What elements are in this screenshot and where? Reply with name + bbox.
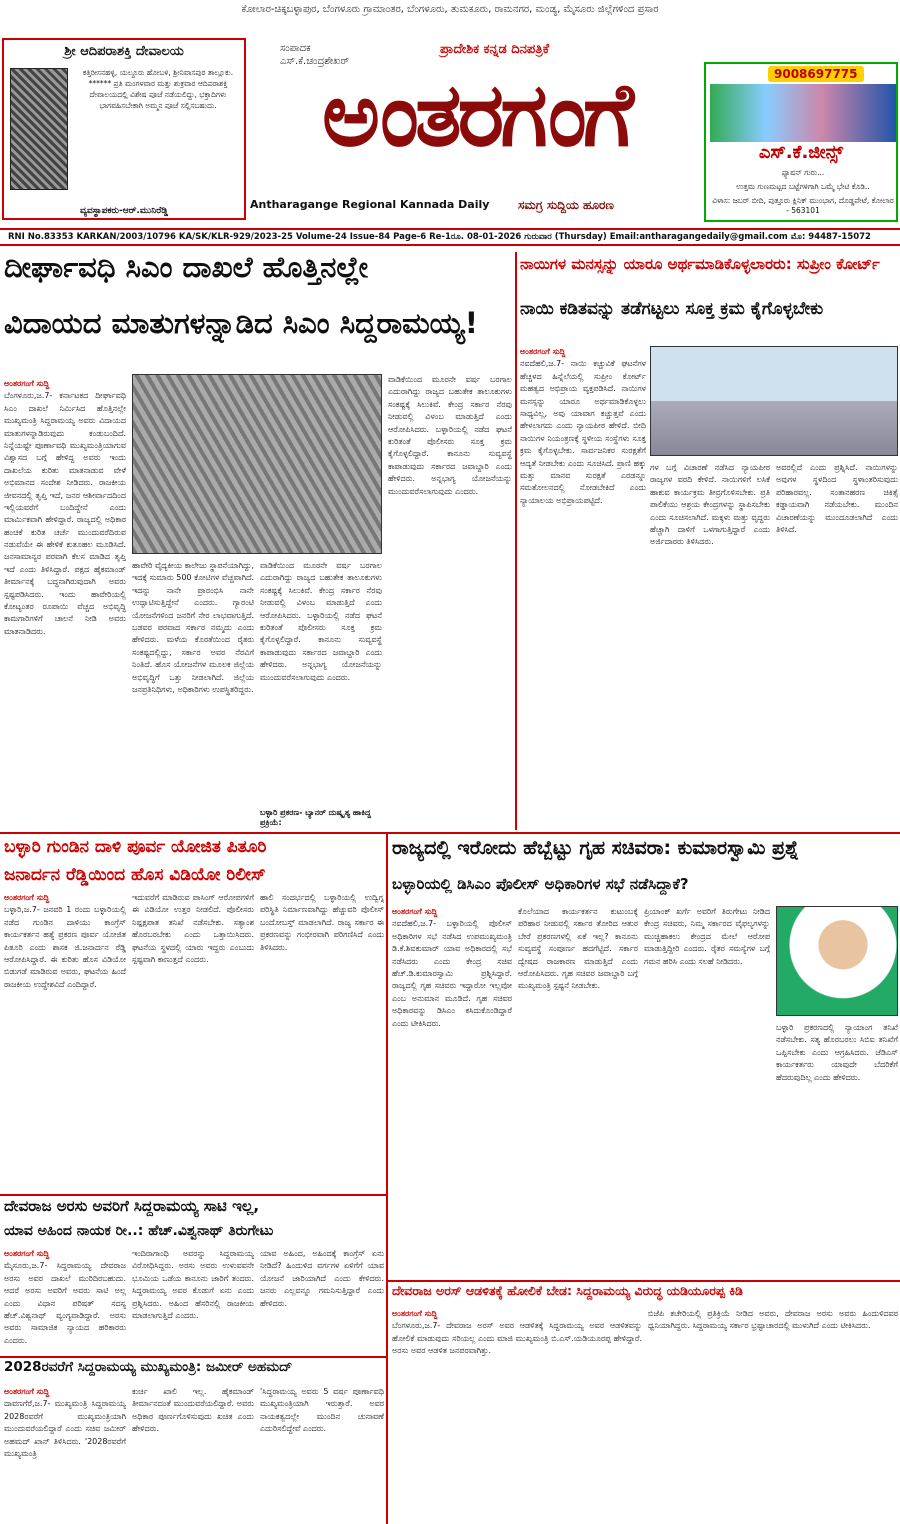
- tagline: ಪ್ರಾದೇಶಿಕ ಕನ್ನಡ ದಿನಪತ್ರಿಕೆ: [440, 42, 550, 57]
- row-divider-4: [388, 1280, 900, 1282]
- story3-column-1: [4, 892, 126, 1192]
- story4-headline-2: ಬಳ್ಳಾರಿಯಲ್ಲಿ ಡಿಸಿಎಂ ಪೊಲೀಸ್ ಅಧಿಕಾರಿಗಳ ಸಭೆ ನಡೆಸಿದ್ದಾಕೆ?: [392, 876, 689, 893]
- story5-headline-2: ಯಾವ ಅಹಿಂದ ನಾಯಕ ರೀ..: ಹೆಚ್.ವಿಶ್ವನಾಥ್ ತಿರುಗೇಟು: [4, 1224, 274, 1239]
- photo-caption: ಬಳ್ಳಾರಿ ಪ್ರಕರಣ- ಬ್ಯಾನರ್ ದುಷ್ಕೃತ್ಯ ಹಾಕಿದ್ದ ಪ್ರಕ್ರಿಯೆ:: [260, 808, 371, 827]
- jeans-advert: [704, 62, 898, 222]
- story7-column-2: ಬಿಜೆಪಿ ಕಚೇರಿಯಲ್ಲಿ ಪ್ರತಿಕ್ರಿಯೆ ನೀಡಿದ ಅವರು, ದೇವರಾಜ ಅರಸು ಅವರು ಹಿಂದುಳಿದವರ ಧ್ವನಿಯಾಗಿದ್ದರು. ಸಿದ್ದರಾಮಯ್ಯ ಸರ್ಕಾರ ಭ್ರಷ್ಟಾಚಾರದಲ್ಲಿ ಮುಳುಗಿದೆ ಎಂದು ಟೀಕಿಸಿದರು.: [648, 1309, 898, 1331]
- story1-headline-2: ವಿದಾಯದ ಮಾತುಗಳನ್ನಾಡಿದ ಸಿಎಂ ಸಿದ್ದರಾಮಯ್ಯ!: [4, 308, 478, 340]
- story4-column-3: ಪ್ರಿಯಾಂಕ್ ಖರ್ಗೆ ಅವರಿಗೆ ತಿರುಗೇಟು ನೀಡಿದ ಕೇಂದ್ರ ಸಚಿವರು, ನಿಮ್ಮ ಸರ್ಕಾರದ ವೈಫಲ್ಯಗಳನ್ನು ಮುಚ್ಚಿಹಾಕಲು ಕೇಂದ್ರದ ಮೇಲೆ ಆರೋಪ ಮಾಡುತ್ತಿದ್ದೀರಿ ಎಂದರು. ರೈತರ ಸಮಸ್ಯೆಗಳ ಬಗ್ಗೆ ಗಮನ ಹರಿಸಿ ಎಂದು ಸಲಹೆ ನೀಡಿದರು.: [644, 907, 770, 966]
- temple-advert: [2, 38, 246, 220]
- story7-byline: ಅಂತರಗಂಗೆ ಸುದ್ದಿ: [392, 1309, 438, 1318]
- column-divider-2: [386, 834, 388, 1524]
- story4-headline-1: ರಾಜ್ಯದಲ್ಲಿ ಇರೋದು ಹೆಬ್ಬೆಟ್ಟು ಗೃಹ ಸಚಿವರಾ: ಕುಮಾರಸ್ವಾಮಿ ಪ್ರಶ್ನೆ: [392, 838, 799, 859]
- row-divider-2: [0, 1194, 386, 1196]
- issue-info-bar: RNI No.83353 KARKAN/2003/10796 KA/SK/KLR-929/2023-25 Volume-24 Issue-84 Page-6 Re-1ರೂ. 08-01-2026 ಗುರುವಾರ (Thursday) Email:antharagangedaily@gmail.com ಮೊ: 94487-15072: [0, 228, 900, 246]
- ad-photo: [710, 84, 896, 144]
- editor-name: ಎಸ್.ಕೆ.ಚಂದ್ರಶೇಖರ್: [280, 56, 349, 67]
- story2-headline-2: ನಾಯಿ ಕಡಿತವನ್ನು ತಡೆಗಟ್ಟಲು ಸೂಕ್ತ ಕ್ರಮ ಕೈಗೊಳ್ಳಬೇಕು: [520, 300, 824, 319]
- story2-text-1: ನವದೆಹಲಿ,ಜ.7- ನಾಯಿ ಕಚ್ಚುವಿಕೆ ಘಟನೆಗಳ ಹೆಚ್ಚಳದ ಹಿನ್ನೆಲೆಯಲ್ಲಿ ಸುಪ್ರೀಂ ಕೋರ್ಟ್ ಮಹತ್ವದ ಅಭಿಪ್ರಾಯ ವ್ಯಕ್ತಪಡಿಸಿದೆ. ನಾಯಿಗಳ ಮನಸ್ಸನ್ನು ಯಾರೂ ಅರ್ಥಮಾಡಿಕೊಳ್ಳಲು ಸಾಧ್ಯವಿಲ್ಲ, ಅವು ಯಾವಾಗ ಕಚ್ಚುತ್ತವೆ ಎಂದು ಹೇಳಲಾಗದು ಎಂದು ನ್ಯಾಯಪೀಠ ಹೇಳಿದೆ. ಬೀದಿ ನಾಯಿಗಳ ನಿಯಂತ್ರಣಕ್ಕೆ ಸ್ಥಳೀಯ ಸಂಸ್ಥೆಗಳು ಸೂಕ್ತ ಕ್ರಮ ಕೈಗೊಳ್ಳಬೇಕು. ಸಾರ್ವಜನಿಕರ ಸುರಕ್ಷತೆಗೆ ಆದ್ಯತೆ ನೀಡಬೇಕು ಎಂದು ಸೂಚಿಸಿದೆ. ಪ್ರಾಣಿ ಹಕ್ಕು ಮತ್ತು ಮಾನವ ಸುರಕ್ಷತೆ ಎರಡನ್ನೂ ಸಮತೋಲನದಲ್ಲಿ ನೋಡಬೇಕಿದೆ ಎಂದು ನ್ಯಾಯಾಲಯ ಅಭಿಪ್ರಾಯಪಟ್ಟಿದೆ.: [520, 359, 646, 505]
- story7-text-1: ಬೆಂಗಳೂರು,ಜ.7- ದೇವರಾಜ ಅರಸ್ ಅವರ ಆಡಳಿತಕ್ಕೆ ಸಿದ್ದರಾಮಯ್ಯ ಅವರ ಆಡಳಿತವನ್ನು ಹೋಲಿಕೆ ಮಾಡುವುದು ಸರಿಯಲ್ಲ ಎಂದು ಮಾಜಿ ಮುಖ್ಯಮಂತ್ರಿ ಬಿ.ಎಸ್.ಯಡಿಯೂರಪ್ಪ ಹೇಳಿದ್ದಾರೆ. ಅರಸು ಅವರ ಆಡಳಿತ ಜನಪರವಾಗಿತ್ತು.: [392, 1321, 642, 1356]
- story4-column-4: ಬಳ್ಳಾರಿ ಪ್ರಕರಣದಲ್ಲಿ ನ್ಯಾಯಾಂಗ ತನಿಖೆ ನಡೆಸಬೇಕು. ಸತ್ಯ ಹೊರಬರಲು ಸಿಬಿಐ ತನಿಖೆಗೆ ಒಪ್ಪಿಸಬೇಕು ಎಂದು ಆಗ್ರಹಿಸಿದರು. ಜೆಡಿಎಸ್ ಕಾರ್ಯಕರ್ತರು ಯಾವುದೇ ಬೆದರಿಕೆಗೆ ಹೆದರುವುದಿಲ್ಲ ಎಂದು ಹೇಳಿದರು.: [776, 1023, 898, 1082]
- story5-byline: ಅಂತರಗಂಗೆ ಸುದ್ದಿ: [4, 1249, 50, 1258]
- story4-column-2: ಕೊಲೆಯಾದ ಕಾರ್ಯಕರ್ತನ ಕುಟುಂಬಕ್ಕೆ ಪರಿಹಾರ ನೀಡುವಲ್ಲಿ ಸರ್ಕಾರ ತೋರಿದ ಆತುರ ಬೇರೆ ಪ್ರಕರಣಗಳಲ್ಲಿ ಏಕೆ ಇಲ್ಲ? ಕಾನೂನು ಸುವ್ಯವಸ್ಥೆ ಸಂಪೂರ್ಣ ಹದಗೆಟ್ಟಿದೆ. ಸರ್ಕಾರ ದ್ವೇಷದ ರಾಜಕಾರಣ ಮಾಡುತ್ತಿದೆ ಎಂದು ಆರೋಪಿಸಿದರು. ಗೃಹ ಸಚಿವರ ಜವಾಬ್ದಾರಿ ಬಗ್ಗೆ ಮುಖ್ಯಮಂತ್ರಿ ಸ್ಪಷ್ಟನೆ ನೀಡಬೇಕು.: [518, 907, 638, 991]
- slogan: ಸಮಗ್ರ ಸುದ್ದಿಯ ಹೂರಣ: [518, 198, 614, 212]
- story2-headline-1: ನಾಯಿಗಳ ಮನಸ್ಸನ್ನು ಯಾರೂ ಅರ್ಥಮಾಡಿಕೊಳ್ಳಲಾರರು: ಸುಪ್ರೀಂ ಕೋರ್ಟ್: [520, 256, 880, 273]
- story7-column-1: [392, 1308, 642, 1520]
- story4-text-1: ನವದೆಹಲಿ,ಜ.7- ಬಳ್ಳಾರಿಯಲ್ಲಿ ಪೊಲೀಸ್ ಅಧಿಕಾರಿಗಳ ಸಭೆ ನಡೆಸಿದ ಉಪಮುಖ್ಯಮಂತ್ರಿ ಡಿ.ಕೆ.ಶಿವಕುಮಾರ್ ಯಾವ ಅಧಿಕಾರದಲ್ಲಿ ಸಭೆ ನಡೆಸಿದರು ಎಂದು ಕೇಂದ್ರ ಸಚಿವ ಹೆಚ್.ಡಿ.ಕುಮಾರಸ್ವಾಮಿ ಪ್ರಶ್ನಿಸಿದ್ದಾರೆ. ರಾಜ್ಯದಲ್ಲಿ ಗೃಹ ಸಚಿವರು ಇದ್ದಾರೋ ಇಲ್ಲವೋ ಎಂಬ ಅನುಮಾನ ಮೂಡಿದೆ. ಗೃಹ ಸಚಿವರ ಅಧಿಕಾರವನ್ನು ಡಿಸಿಎಂ ಕಸಿದುಕೊಂಡಿದ್ದಾರೆ ಎಂದು ಟೀಕಿಸಿದರು.: [392, 919, 512, 1028]
- story2-byline: ಅಂತರಗಂಗೆ ಸುದ್ದಿ: [520, 347, 566, 356]
- temple-manager: ವ್ಯವಸ್ಥಾಪಕರು-ಆರ್.ಮುನಿರೆಡ್ಡಿ: [79, 206, 169, 216]
- story1-byline: ಅಂತರಗಂಗೆ ಸುದ್ದಿ: [4, 379, 50, 388]
- story2-column-3: ಅವರಲ್ಲಿದೆ ಎಂದು ಪ್ರಶ್ನಿಸಿದೆ. ನಾಯಿಗಳನ್ನು ಅವುಗಳ ಸ್ಥಳದಿಂದ ಸ್ಥಳಾಂತರಿಸುವುದು ಪರಿಹಾರವಲ್ಲ. ಸಂತಾನಹರಣ ಚಿಕಿತ್ಸೆ ಕಡ್ಡಾಯವಾಗಿ ನಡೆಯಬೇಕು. ಮುಂದಿನ ವಿಚಾರಣೆಯನ್ನು ಮುಂದೂಡಲಾಗಿದೆ ಎಂದು ತಿಳಿಸಿದೆ.: [776, 463, 898, 534]
- ad-phone: 9008697775: [768, 66, 864, 82]
- story3-headline-1: ಬಳ್ಳಾರಿ ಗುಂಡಿನ ದಾಳಿ ಪೂರ್ವ ಯೋಜಿತ ಪಿತೂರಿ: [4, 838, 267, 857]
- story4-byline: ಅಂತರಗಂಗೆ ಸುದ್ದಿ: [392, 907, 438, 916]
- row-divider-1: [0, 832, 900, 834]
- masthead: [250, 38, 702, 220]
- story5-column-3: ಯಾವ ಅಹಿಂದ, ಅಹಿಂದಕ್ಕೆ ಕಾಂಗ್ರೆಸ್ ಏನು ನೀಡಿದೆ? ಹಿಂದುಳಿದ ವರ್ಗಗಳ ಏಳಿಗೆಗೆ ಯಾವ ಯೋಜನೆ ಜಾರಿಯಾಗಿದೆ ಎಂದು ಕೇಳಿದರು. ಜನರು ಎಲ್ಲವನ್ನೂ ಗಮನಿಸುತ್ತಿದ್ದಾರೆ ಎಂದು ಹೇಳಿದರು.: [260, 1249, 384, 1308]
- english-name: Antharagange Regional Kannada Daily: [250, 198, 490, 211]
- temple-title: ಶ್ರೀ ಆದಿಪರಾಶಕ್ತಿ ದೇವಾಲಯ: [64, 44, 184, 59]
- story1-headline-1: ದೀರ್ಘಾವಧಿ ಸಿಎಂ ದಾಖಲೆ ಹೊತ್ತಿನಲ್ಲೇ: [4, 252, 369, 284]
- ad-line-1: ಫ್ಯಾಷನ್ ಗುರು...: [781, 168, 825, 177]
- story1-column-2b: ವಾಡಿಕೆಯಿಂದ ಮೂರನೇ ವರ್ಷ ಬರಗಾಲ ಎದುರಾಗಿದ್ದು ರಾಜ್ಯದ ಬಹುತೇಕ ತಾಲೂಕುಗಳು ಸಂಕಷ್ಟಕ್ಕೆ ಸಿಲುಕಿವೆ. ಕೇಂದ್ರ ಸರ್ಕಾರ ನೆರವು ನೀಡುವಲ್ಲಿ ವಿಳಂಬ ಮಾಡುತ್ತಿದೆ ಎಂದು ಆರೋಪಿಸಿದರು. ಬಳ್ಳಾರಿಯಲ್ಲಿ ನಡೆದ ಘಟನೆ ಕುರಿತಂತೆ ಪೊಲೀಸರು ಸೂಕ್ತ ಕ್ರಮ ಕೈಗೊಳ್ಳಲಿದ್ದಾರೆ. ಕಾನೂನು ಸುವ್ಯವಸ್ಥೆ ಕಾಪಾಡುವುದು ಸರ್ಕಾರದ ಜವಾಬ್ದಾರಿ ಎಂದು ಹೇಳಿದರು. ಅನ್ನಭಾಗ್ಯ ಯೋಜನೆಯನ್ನು ಮುಂದುವರೆಸಲಾಗುವುದು ಎಂದರು.: [260, 561, 382, 682]
- story6-column-1: [4, 1386, 126, 1520]
- story7-headline: ದೇವರಾಜ ಅರಸ್ ಆಡಳಿತಕ್ಕೆ ಹೋಲಿಕೆ ಬೇಡ: ಸಿದ್ದರಾಮಯ್ಯ ವಿರುದ್ಧ ಯಡಿಯೂರಪ್ಪ ಕಿಡಿ: [392, 1284, 743, 1298]
- story3-byline: ಅಂತರಗಂಗೆ ಸುದ್ದಿ: [4, 893, 50, 902]
- story6-byline: ಅಂತರಗಂಗೆ ಸುದ್ದಿ: [4, 1387, 50, 1396]
- kumaraswamy-photo: [776, 906, 898, 1016]
- story5-text-1: ಮೈಸೂರು,ಜ.7- ಸಿದ್ದರಾಮಯ್ಯ ದೇವರಾಜ ಅರಸು ಅವರ ದಾಖಲೆ ಮುರಿದಿರಬಹುದು. ಆದರೆ ಅರಸು ಅವರಿಗೆ ಅವರು ಸಾಟಿ ಅಲ್ಲ ಎಂದು ವಿಧಾನ ಪರಿಷತ್ ಸದಸ್ಯ ಹೆಚ್.ವಿಶ್ವನಾಥ್ ವ್ಯಂಗ್ಯವಾಡಿದ್ದಾರೆ. ಅರಸು ಅವರು ಸಾಮಾಜಿಕ ನ್ಯಾಯದ ಹರಿಕಾರರು ಎಂದರು.: [4, 1261, 126, 1345]
- story1-column-3: ವಾಡಿಕೆಯಿಂದ ಮೂರನೇ ವರ್ಷ ಬರಗಾಲ ಎದುರಾಗಿದ್ದು ರಾಜ್ಯದ ಬಹುತೇಕ ತಾಲೂಕುಗಳು ಸಂಕಷ್ಟಕ್ಕೆ ಸಿಲುಕಿವೆ. ಕೇಂದ್ರ ಸರ್ಕಾರ ನೆರವು ನೀಡುವಲ್ಲಿ ವಿಳಂಬ ಮಾಡುತ್ತಿದೆ ಎಂದು ಆರೋಪಿಸಿದರು. ಬಳ್ಳಾರಿಯಲ್ಲಿ ನಡೆದ ಘಟನೆ ಕುರಿತಂತೆ ಪೊಲೀಸರು ಸೂಕ್ತ ಕ್ರಮ ಕೈಗೊಳ್ಳಲಿದ್ದಾರೆ. ಕಾನೂನು ಸುವ್ಯವಸ್ಥೆ ಕಾಪಾಡುವುದು ಸರ್ಕಾರದ ಜವಾಬ್ದಾರಿ ಎಂದು ಹೇಳಿದರು. ಅನ್ನಭಾಗ್ಯ ಯೋಜನೆಯನ್ನು ಮುಂದುವರೆಸಲಾಗುವುದು ಎಂದರು.: [388, 375, 512, 496]
- story3-column-2: ಇದುವರೆಗೆ ಮಾಡಿರುವ ಪಾಸಿಂಗ್ ಆರೋಪಗಳಿಗೆ ಈ ವಿಡಿಯೋ ಉತ್ತರ ನೀಡಲಿದೆ. ಪೊಲೀಸರು ನಿಷ್ಪಕ್ಷಪಾತ ತನಿಖೆ ನಡೆಸಬೇಕು. ಸತ್ಯಾಂಶ ಹೊರಬರಬೇಕು ಎಂದು ಒತ್ತಾಯಿಸಿದರು. ಘಟನೆಯ ಸ್ಥಳದಲ್ಲಿ ಯಾರು ಇದ್ದರು ಎಂಬುದು ಸ್ಪಷ್ಟವಾಗಿ ಕಾಣುತ್ತದೆ ಎಂದರು.: [132, 893, 254, 964]
- story3-headline-2: ಜನಾರ್ದನ ರೆಡ್ಡಿಯಿಂದ ಹೊಸ ವಿಡಿಯೋ ರಿಲೀಸ್: [4, 866, 266, 885]
- story5-headline-1: ದೇವರಾಜ ಅರಸು ಅವರಿಗೆ ಸಿದ್ದರಾಮಯ್ಯ ಸಾಟಿ ಇಲ್ಲ,: [4, 1198, 260, 1215]
- story6-column-3: 'ಸಿದ್ದರಾಮಯ್ಯ ಅವರು 5 ವರ್ಷ ಪೂರ್ಣಾವಧಿ ಮುಖ್ಯಮಂತ್ರಿಯಾಗಿ ಇರುತ್ತಾರೆ. ಅವರ ನಾಯಕತ್ವದಲ್ಲೇ ಮುಂದಿನ ಚುನಾವಣೆ ಎದುರಿಸಲಿದ್ದೇವೆ ಎಂದರು.: [260, 1387, 384, 1434]
- story6-text-1: ದಾವಣಗೆರೆ,ಜ.7- ಮುಖ್ಯಮಂತ್ರಿ ಸಿದ್ದರಾಮಯ್ಯ 2028ರವರೆಗೆ ಮುಖ್ಯಮಂತ್ರಿಯಾಗಿ ಮುಂದುವರೆಯಲಿದ್ದಾರೆ ಎಂದು ಸಚಿವ ಜಮೀರ್ ಅಹಮದ್ ಖಾನ್ ತಿಳಿಸಿದರು. '2028ರವರೆಗೆ ಮುಖ್ಯಮಂತ್ರಿ: [4, 1399, 126, 1458]
- ad-line-3: ವಿಳಾಸ: ಜಬರ್ ಬೀದಿ, ಪುತ್ತೂರು ಕ್ಲಿನಿಕ್ ಮುಂಭಾಗ, ದೊಡ್ಡಪೇಟೆ, ಕೋಲಾರ - 563101: [712, 196, 894, 215]
- row-divider-3: [0, 1356, 386, 1358]
- story5-column-2: ಇಂದಿರಾಗಾಂಧಿ ಅವರನ್ನು ಸಿದ್ದರಾಮಯ್ಯ ವಿರೋಧಿಸಿದ್ದರು. ಅರಸು ಅವರು ಉಳುವವನೇ ಭೂಮಿಯ ಒಡೆಯ ಕಾನೂನು ಜಾರಿಗೆ ತಂದರು. ಸಿದ್ದರಾಮಯ್ಯ ಅವರ ಕೊಡುಗೆ ಏನು ಎಂದು ಪ್ರಶ್ನಿಸಿದರು. ಅಹಿಂದ ಹೆಸರಿನಲ್ಲಿ ರಾಜಕೀಯ ಮಾಡಲಾಗುತ್ತಿದೆ ಎಂದರು.: [132, 1249, 254, 1320]
- ad-line-2: ಉತ್ತಮ ಗುಣಮಟ್ಟದ ಬಟ್ಟೆಗಳಿಗಾಗಿ ಒಮ್ಮೆ ಭೇಟಿ ಕೊಡಿ..: [736, 182, 870, 191]
- temple-text: ಕತ್ತಿರೀಸನಹಳ್ಳಿ, ಯಲ್ದೂರು ಹೋಬಳಿ, ಶ್ರೀನಿವಾಸಪುರ ತಾಲ್ಲೂಕು. ****** ಪ್ರತಿ ಮಂಗಳವಾರ ಮತ್ತು ಶುಕ್ರವಾರ ಆದಿಪರಾಶಕ್ತಿ ದೇವಾಲಯದಲ್ಲಿ ವಿಶೇಷ ಪೂಜೆ ನಡೆಯಲಿದ್ದು, ಭಕ್ತಾದಿಗಳು ಭಾಗವಹಿಸಬೇಕಾಗಿ ಅಮ್ಮನ ಪೂಜೆ ಸಲ್ಲಿಸಬಹುದು.: [82, 68, 234, 110]
- story3-text-1: ಬಳ್ಳಾರಿ,ಜ.7- ಜನವರಿ 1 ರಂದು ಬಳ್ಳಾರಿಯಲ್ಲಿ ನಡೆದ ಗುಂಡಿನ ದಾಳಿಯು ಕಾಂಗ್ರೆಸ್ ಕಾರ್ಯಕರ್ತನ ಹತ್ಯೆ ಪ್ರಕರಣ ಪೂರ್ವ ಯೋಜಿತ ಪಿತೂರಿ ಎಂದು ಶಾಸಕ ಜಿ.ಜನಾರ್ದನ ರೆಡ್ಡಿ ಆರೋಪಿಸಿದ್ದಾರೆ. ಈ ಕುರಿತು ಹೊಸ ವಿಡಿಯೋ ಬಿಡುಗಡೆ ಮಾಡಿರುವ ಅವರು, ಘಟನೆಯ ಹಿಂದೆ ರಾಜಕೀಯ ಉದ್ದೇಶವಿದೆ ಎಂದಿದ್ದಾರೆ.: [4, 905, 126, 989]
- editor-label: ಸಂಪಾದಕ: [280, 43, 311, 54]
- story1-text-1: ಬೆಂಗಳೂರು,ಜ.7- ಕರ್ನಾಟಕದ ದೀರ್ಘಾವಧಿ ಸಿಎಂ ದಾಖಲೆ ನಿರ್ಮಿಸಿದ ಹೊತ್ತಿನಲ್ಲೇ ಮುಖ್ಯಮಂತ್ರಿ ಸಿದ್ದರಾಮಯ್ಯ ಅವರು ವಿದಾಯದ ಮಾತುಗಳನ್ನಾಡಿರುವುದು ಕಂಡುಬಂದಿದೆ. ನಿನ್ನೆಯಷ್ಟೇ ಪೂರ್ಣಾವಧಿ ಮುಖ್ಯಮಂತ್ರಿಯಾಗುವ ವಿಶ್ವಾಸದ ಬಗ್ಗೆ ಹೇಳಿದ್ದ ಅವರು ಇಂದು ದಾಖಲೆಯ ಕುರಿತು ಮಾತನಾಡುವ ವೇಳೆ ಅಭಿಮಾನದ ಸಂದೇಶ ನೀಡಿದರು. ರಾಜಕೀಯ ಜೀವನದಲ್ಲಿ ತೃಪ್ತಿ ಇದೆ, ಜನರ ಆಶೀರ್ವಾದದಿಂದ ಇಲ್ಲಿಯವರೆಗೆ ಬಂದಿದ್ದೇನೆ ಎಂದು ಮಾರ್ಮಿಕವಾಗಿ ಹೇಳಿದ್ದಾರೆ. ರಾಜ್ಯದಲ್ಲಿ ಅಧಿಕಾರ ಹಂಚಿಕೆ ಕುರಿತ ಚರ್ಚೆ ಮುಂದುವರೆದಿರುವ ನಡುವೆಯೇ ಈ ಹೇಳಿಕೆ ಕುತೂಹಲ ಮೂಡಿಸಿದೆ. ಜನಸಾಮಾನ್ಯರ ಪರವಾಗಿ ಕೆಲಸ ಮಾಡಿದ ತೃಪ್ತಿ ಇದೆ ಎಂದು ತಿಳಿಸಿದ್ದಾರೆ. ಪಕ್ಷದ ಹೈಕಮಾಂಡ್ ತೀರ್ಮಾನಕ್ಕೆ ಬದ್ಧನಾಗಿರುವುದಾಗಿ ಅವರು ಸ್ಪಷ್ಟಪಡಿಸಿದರು. ಇಂದು ಹಾವೇರಿಯಲ್ಲಿ ಕೋಟ್ಯಂತರ ರೂಪಾಯಿ ವೆಚ್ಚದ ಅಭಿವೃದ್ಧಿ ಕಾಮಗಾರಿಗಳಿಗೆ ಚಾಲನೆ ನೀಡಿ ಅವರು ಮಾತನಾಡಿದರು.: [4, 391, 126, 636]
- story6-column-2: ಕುರ್ಚಿ ಖಾಲಿ ಇಲ್ಲ. ಹೈಕಮಾಂಡ್ ತೀರ್ಮಾನದಂತೆ ಮುಂದುವರೆಯಲಿದ್ದಾರೆ. ಅವರು ಅಧಿಕಾರ ಪೂರ್ಣಗೊಳಿಸುವುದು ಖಚಿತ ಎಂದು ಹೇಳಿದರು.: [132, 1387, 254, 1434]
- deity-image: [10, 68, 68, 190]
- story2-column-1: [520, 346, 646, 830]
- newspaper-logo: ಅಂತರಗಂಗೆ: [322, 62, 630, 166]
- story1-column-2: ಹಾವೇರಿ ವೈದ್ಯಕೀಯ ಕಾಲೇಜು ಸ್ಥಾಪನೆಯಾಗಿದ್ದು, ಇದಕ್ಕೆ ಸುಮಾರು 500 ಕೋಟಿಗಳ ವೆಚ್ಚವಾಗಿದೆ. ಇದನ್ನು ನಾನೇ ಪ್ರಾರಂಭಿಸಿ ನಾನೇ ಉದ್ಘಾಟಿಸುತ್ತಿದ್ದೇನೆ ಎಂದರು. ಗ್ಯಾರಂಟಿ ಯೋಜನೆಗಳಿಂದ ಜನರಿಗೆ ನೇರ ಲಾಭವಾಗುತ್ತಿದೆ. ಬಡವರ ಪರವಾದ ಸರ್ಕಾರ ನಮ್ಮದು ಎಂದು ಹೇಳಿದರು. ಮಳೆಯ ಕೊರತೆಯಿಂದ ರೈತರು ಸಂಕಷ್ಟದಲ್ಲಿದ್ದು, ಸರ್ಕಾರ ಅವರ ನೆರವಿಗೆ ನಿಂತಿದೆ. ಹೊಸ ಯೋಜನೆಗಳ ಮೂಲಕ ಜಿಲ್ಲೆಯ ಅಭಿವೃದ್ಧಿಗೆ ಒತ್ತು ನೀಡಲಾಗಿದೆ. ಜಿಲ್ಲೆಯ ಜನಪ್ರತಿನಿಧಿಗಳು, ಅಧಿಕಾರಿಗಳು ಉಪಸ್ಥಿತರಿದ್ದರು.: [132, 561, 254, 694]
- story5-column-1: [4, 1248, 126, 1352]
- story4-column-1: [392, 906, 512, 1278]
- story2-column-2: ಗಳ ಬಗ್ಗೆ ವಿಚಾರಣೆ ನಡೆಸಿದ ನ್ಯಾಯಪೀಠ ರಾಜ್ಯಗಳ ವರದಿ ಕೇಳಿದೆ. ನಾಯಿಗಳಿಗೆ ಲಸಿಕೆ ಹಾಕುವ ಕಾರ್ಯಕ್ರಮ ತೀವ್ರಗೊಳಿಸಬೇಕು. ಪ್ರತಿ ಪಾಲಿಕೆಯು ಆಶ್ರಯ ಕೇಂದ್ರಗಳನ್ನು ಸ್ಥಾಪಿಸಬೇಕು ಎಂದು ಸೂಚಿಸಲಾಗಿದೆ. ಮಕ್ಕಳು ಮತ್ತು ವೃದ್ಧರು ಹೆಚ್ಚಾಗಿ ದಾಳಿಗೆ ಒಳಗಾಗುತ್ತಿದ್ದಾರೆ ಎಂದು ಅರ್ಜಿದಾರರು ತಿಳಿಸಿದರು.: [650, 463, 770, 547]
- distribution-line: ಕೋಲಾರ-ಚಿಕ್ಕಬಳ್ಳಾಪುರ, ಬೆಂಗಳೂರು ಗ್ರಾಮಾಂತರ, ಬೆಂಗಳೂರು, ತುಮಕೂರು, ರಾಮನಗರ, ಮಂಡ್ಯ, ಮೈಸೂರು ಜಿಲ್ಲೆಗಳಿಂದ ಪ್ರಸಾರ: [241, 4, 659, 15]
- story1-photo: [132, 374, 382, 554]
- story1-column-1: [4, 378, 126, 828]
- column-divider: [515, 252, 517, 830]
- story6-headline: 2028ರವರೆಗೆ ಸಿದ್ದರಾಮಯ್ಯ ಮುಖ್ಯಮಂತ್ರಿ: ಜಮೀರ್ ಅಹಮದ್: [4, 1360, 293, 1375]
- ad-shop-name: ಎಸ್.ಕೆ.ಜೀನ್ಸ್: [706, 142, 896, 163]
- supreme-court-photo: [650, 346, 898, 456]
- story3-column-3: ಹಾಲಿ ಸಂದರ್ಭದಲ್ಲಿ ಬಳ್ಳಾರಿಯಲ್ಲಿ ಉದ್ವಿಗ್ನ ಪರಿಸ್ಥಿತಿ ನಿರ್ಮಾಣವಾಗಿದ್ದು ಹೆಚ್ಚುವರಿ ಪೊಲೀಸ್ ಬಂದೋಬಸ್ತ್ ಮಾಡಲಾಗಿದೆ. ರಾಜ್ಯ ಸರ್ಕಾರ ಈ ಪ್ರಕರಣವನ್ನು ಗಂಭೀರವಾಗಿ ಪರಿಗಣಿಸಿದೆ ಎಂದು ತಿಳಿಸಿದರು.: [260, 893, 384, 952]
